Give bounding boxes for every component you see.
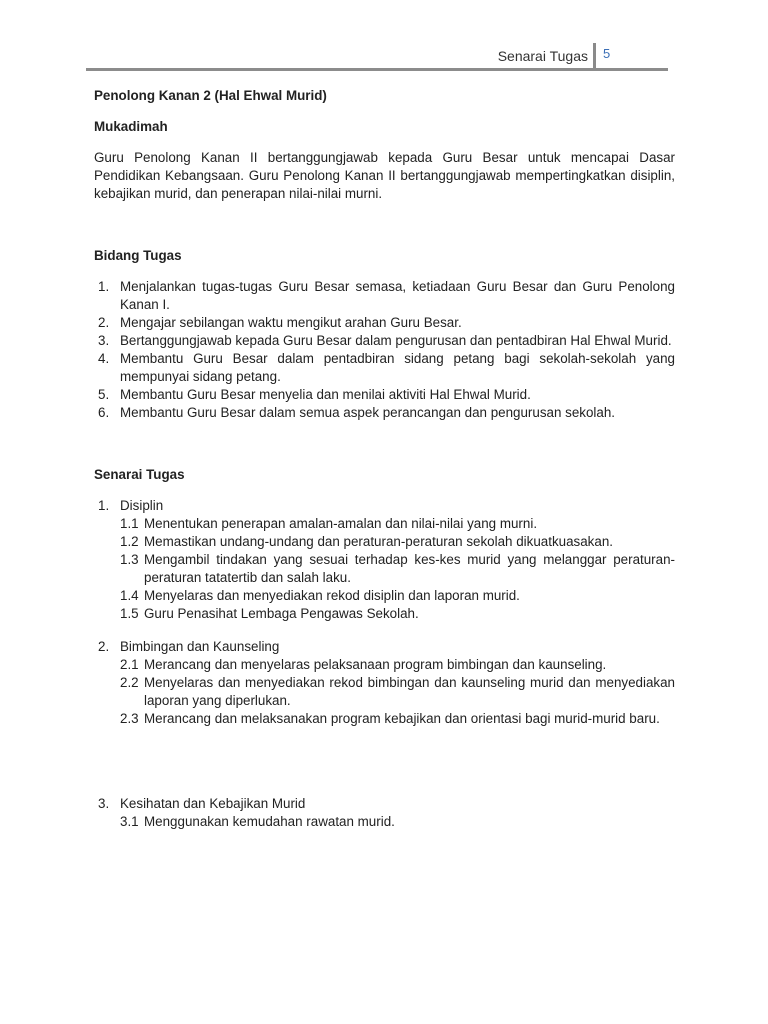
intro-paragraph: Guru Penolong Kanan II bertanggungjawab kepada Guru Besar untuk mencapai Dasar Pendidikan Kebangsaan. Guru Penolong Kanan II bertanggungjawab mempertingkatkan disiplin, kebajikan murid, dan penerapan nilai-nilai murni. xyxy=(94,150,675,201)
sub-item-number: 1.1 xyxy=(120,516,139,531)
list-item-number: 6. xyxy=(98,405,110,420)
page-number: 5 xyxy=(603,46,611,61)
section-number: 2. xyxy=(98,639,110,654)
list-item-text: Membantu Guru Besar menyelia dan menilai aktiviti Hal Ehwal Murid. xyxy=(120,387,531,402)
list-item-text: Membantu Guru Besar dalam semua aspek perancangan dan pengurusan sekolah. xyxy=(120,405,616,420)
sub-item-text: Merancang dan melaksanakan program kebajikan dan orientasi bagi murid-murid baru. xyxy=(144,711,660,726)
sub-list-item xyxy=(106,605,675,623)
sub-list-item xyxy=(106,587,675,605)
list-item-number: 2. xyxy=(98,315,110,330)
sub-item-number: 2.2 xyxy=(120,675,139,690)
header-title: Senarai Tugas xyxy=(497,48,588,64)
intro-heading: Mukadimah xyxy=(94,119,168,134)
sub-list-item xyxy=(106,515,675,533)
duty-section-bimbingan xyxy=(94,638,675,656)
sub-item-text: Menggunakan kemudahan rawatan murid. xyxy=(144,814,395,829)
sub-list-item xyxy=(106,533,675,551)
list-item-text: Mengajar sebilangan waktu mengikut arahan Guru Besar. xyxy=(120,315,462,330)
sub-list-item xyxy=(106,656,675,674)
sub-list-item xyxy=(106,710,675,728)
sub-item-text: Mengambil tindakan yang sesuai terhadap kes-kes murid yang melanggar peraturan-peraturan tatatertib dan salah laku. xyxy=(144,552,675,585)
list-item xyxy=(94,404,675,422)
sub-item-text: Menyelaras dan menyediakan rekod disiplin dan laporan murid. xyxy=(144,588,520,603)
document-body xyxy=(94,87,675,831)
list-item xyxy=(94,314,675,332)
section-number: 1. xyxy=(98,498,110,513)
list-item-text: Bertanggungjawab kepada Guru Besar dalam pengurusan dan pentadbiran Hal Ehwal Murid. xyxy=(120,333,672,348)
bidang-list xyxy=(94,278,675,422)
duty-section-kesihatan xyxy=(94,795,675,813)
bidang-heading: Bidang Tugas xyxy=(94,248,182,263)
kesihatan-sublist xyxy=(94,813,675,831)
list-item-number: 4. xyxy=(98,351,110,366)
list-item-number: 1. xyxy=(98,279,110,294)
running-header xyxy=(86,40,668,72)
sub-list-item xyxy=(106,674,675,710)
sub-item-number: 1.2 xyxy=(120,534,139,549)
sub-item-number: 1.5 xyxy=(120,606,139,621)
section-number: 3. xyxy=(98,796,110,811)
sub-item-text: Merancang dan menyelaras pelaksanaan program bimbingan dan kaunseling. xyxy=(144,657,607,672)
sub-list-item xyxy=(106,813,675,831)
section-title: Disiplin xyxy=(120,498,164,513)
list-item xyxy=(94,350,675,386)
list-item xyxy=(94,278,675,314)
sub-item-text: Menyelaras dan menyediakan rekod bimbingan dan kaunseling murid dan menyediakan laporan yang diperlukan. xyxy=(144,675,675,708)
bimbingan-sublist xyxy=(94,656,675,728)
senarai-heading: Senarai Tugas xyxy=(94,467,185,482)
list-item-number: 5. xyxy=(98,387,110,402)
duty-section-disiplin xyxy=(94,497,675,515)
disiplin-sublist xyxy=(94,515,675,623)
sub-item-number: 2.1 xyxy=(120,657,139,672)
list-item xyxy=(94,332,675,350)
sub-item-text: Guru Penasihat Lembaga Pengawas Sekolah. xyxy=(144,606,419,621)
list-item xyxy=(94,386,675,404)
sub-list-item xyxy=(106,551,675,587)
header-rule xyxy=(86,68,668,71)
list-item-text: Membantu Guru Besar dalam pentadbiran sidang petang bagi sekolah-sekolah yang mempunyai sidang petang. xyxy=(120,351,675,384)
sub-item-number: 1.4 xyxy=(120,588,139,603)
sub-item-number: 3.1 xyxy=(120,814,139,829)
section-title: Bimbingan dan Kaunseling xyxy=(120,639,280,654)
sub-item-number: 1.3 xyxy=(120,552,139,567)
section-title: Kesihatan dan Kebajikan Murid xyxy=(120,796,306,811)
document-title: Penolong Kanan 2 (Hal Ehwal Murid) xyxy=(94,88,327,103)
sub-item-number: 2.3 xyxy=(120,711,139,726)
header-divider xyxy=(593,43,596,70)
list-item-number: 3. xyxy=(98,333,110,348)
sub-item-text: Menentukan penerapan amalan-amalan dan nilai-nilai yang murni. xyxy=(144,516,538,531)
sub-item-text: Memastikan undang-undang dan peraturan-peraturan sekolah dikuatkuasakan. xyxy=(144,534,613,549)
list-item-text: Menjalankan tugas-tugas Guru Besar semasa, ketiadaan Guru Besar dan Guru Penolong Kanan I. xyxy=(120,279,675,312)
